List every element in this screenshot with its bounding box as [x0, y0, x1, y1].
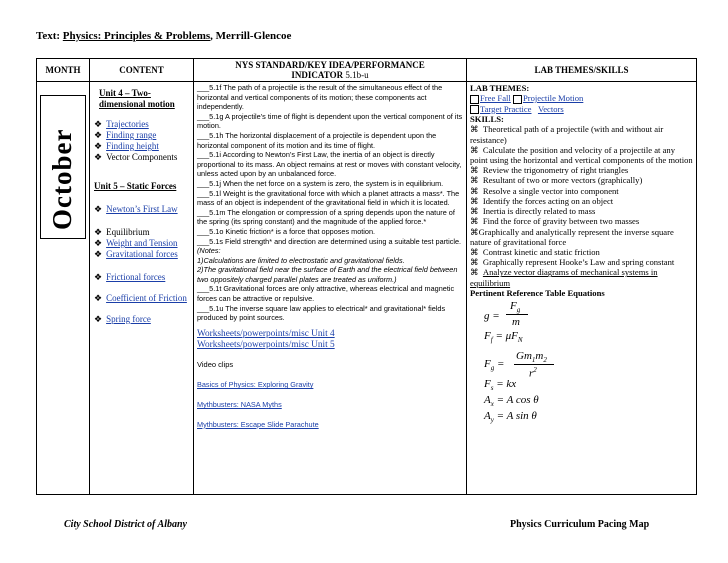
- standard-text: ___5.1s Field strength* and direction are determined using a suitable test particle.: [197, 236, 462, 246]
- unit5-title: Unit 5 – Static Forces: [94, 181, 177, 191]
- standard-header-code: 5.1b-u: [345, 70, 369, 80]
- pacing-table: [36, 58, 697, 495]
- checkbox-icon: [470, 95, 479, 104]
- diamond-icon: ❖: [94, 152, 103, 162]
- diamond-icon: ❖: [94, 314, 103, 324]
- video-link-gravity[interactable]: Basics of Physics: Exploring Gravity: [197, 380, 314, 390]
- command-icon: ⌘: [470, 206, 483, 217]
- command-icon: ⌘: [470, 226, 479, 237]
- command-icon: ⌘: [470, 246, 483, 257]
- list-item: [94, 227, 189, 238]
- standard-item: ___5.1o Kinetic friction* is a force that opposes motion.: [197, 226, 376, 236]
- topic-link-coefficient[interactable]: Coefficient of Friction: [106, 293, 187, 303]
- diamond-icon: ❖: [94, 249, 103, 259]
- list-item: [94, 130, 189, 141]
- topic-link-gravitational[interactable]: Gravitational forces: [106, 249, 178, 259]
- footer-title: Physics Curriculum Pacing Map: [510, 519, 650, 530]
- list-item: [94, 119, 189, 130]
- list-item: [94, 141, 189, 152]
- month-name: October: [47, 128, 77, 230]
- standards-cell: [194, 82, 467, 495]
- textbook-prefix: Text:: [36, 30, 61, 42]
- standard-header: [194, 59, 467, 82]
- skill-item: ⌘ Identify the forces acting on an object: [470, 195, 614, 206]
- month-cell: [37, 82, 90, 495]
- content-header: CONTENT: [90, 59, 194, 82]
- equation-spring: $F_s$ = kx: [484, 377, 517, 393]
- lab-link-projectile[interactable]: Projectile Motion: [522, 93, 584, 104]
- list-item: [94, 293, 189, 304]
- skill-item: ⌘ Graphically represent Hooke’s Law and spring constant: [470, 257, 675, 268]
- video-link-nasa-myths[interactable]: Mythbusters: NASA Myths: [197, 400, 282, 410]
- diamond-icon: ❖: [94, 227, 103, 237]
- lab-link-target[interactable]: Target Practice: [480, 103, 532, 114]
- worksheet-link-unit4[interactable]: Worksheets/powerpoints/misc Unit 4: [197, 328, 335, 339]
- equation-gravity: g = $F_g$ m: [484, 301, 693, 331]
- command-icon: ⌘: [470, 216, 483, 227]
- command-icon: ⌘: [470, 144, 483, 155]
- note-item: 1)Calculations are limited to electrostatic and gravitational fields.: [197, 255, 405, 265]
- skills-label: SKILLS:: [470, 114, 504, 125]
- content-cell: [90, 82, 194, 495]
- list-item: [94, 314, 189, 325]
- checkbox-icon: [513, 95, 522, 104]
- standard-item: ___5.1t Gravitational forces are only attractive, whereas electrical and magnetic forces can be attractive or repulsive.: [197, 284, 455, 304]
- command-icon: ⌘: [470, 165, 483, 176]
- command-icon: ⌘: [470, 257, 483, 268]
- skill-item: ⌘ Resolve a single vector into component: [470, 185, 619, 196]
- worksheet-link-unit5[interactable]: Worksheets/powerpoints/misc Unit 5: [197, 339, 335, 350]
- skill-item: ⌘ Find the force of gravity between two masses: [470, 216, 640, 227]
- standard-item: ___5.1m The elongation or compression of a spring depends upon the nature of the spring (its spring constant) and the magnitude of the applied force.*: [197, 207, 455, 227]
- skill-item: [470, 267, 693, 287]
- list-item: [94, 238, 189, 249]
- equation-universal-gravitation: $F_g$ = $Gm_1m_2$ $r^2$: [484, 351, 693, 379]
- diamond-icon: ❖: [94, 238, 103, 248]
- equation-y-component: $A_y = A$ sin θ: [484, 409, 537, 425]
- equation-friction: $F_f = \mu F_N$: [484, 329, 523, 345]
- standard-item: ___5.1j When the net force on a system is zero, the system is in equilibrium.: [197, 178, 444, 188]
- standard-item: ___5.1g A projectile’s time of flight is dependent upon the vertical component of its motion.: [197, 111, 463, 131]
- video-clips-label: Video clips: [197, 359, 234, 369]
- standard-item: [197, 237, 463, 256]
- checkbox-icon: [470, 105, 479, 114]
- lab-header: LAB THEMES/SKILLS: [467, 59, 697, 82]
- diamond-icon: ❖: [94, 141, 103, 151]
- diamond-icon: ❖: [94, 272, 103, 282]
- textbook-title: Physics: Principles & Problems: [62, 30, 211, 42]
- topic-link-spring[interactable]: Spring force: [106, 314, 151, 324]
- unit4-block: [94, 88, 189, 110]
- video-link-escape-slide[interactable]: Mythbusters: Escape Slide Parachute: [197, 419, 319, 429]
- topic-link-friction[interactable]: Frictional forces: [106, 272, 166, 282]
- command-icon: ⌘: [470, 124, 483, 135]
- note-item: 2)The gravitational field near the surface of Earth and the electrical field between two oppositely charged parallel plates are treated as uniform.): [197, 265, 458, 284]
- lab-link-vectors[interactable]: Vectors: [537, 103, 564, 114]
- lab-cell: [467, 82, 697, 495]
- list-item: [94, 272, 189, 283]
- diamond-icon: ❖: [94, 293, 103, 303]
- list-item: [94, 249, 189, 260]
- list-item: [94, 152, 189, 163]
- skill-item: ⌘ Theoretical path of a projectile (with and without air resistance): [470, 124, 664, 145]
- standard-item: ___5.1u The inverse square law applies to electrical* and gravitational* fields produced by point sources.: [197, 303, 446, 323]
- skill-item: ⌘ Review the trigonometry of right triangles: [470, 165, 629, 176]
- topic-link-range[interactable]: Finding range: [106, 130, 157, 140]
- topic-link-newton[interactable]: Newton’s First Law: [106, 204, 178, 214]
- standard-item: ___5.1f The path of a projectile is the result of the simultaneous effect of the horizontal and vertical components of its motion; these components act independently.: [197, 83, 443, 112]
- lab-themes-label: LAB THEMES:: [470, 83, 530, 93]
- standard-header-line1: NYS STANDARD/KEY IDEA/PERFORMANCE: [235, 60, 425, 70]
- command-icon: ⌘: [470, 267, 483, 278]
- lab-themes-row2: [470, 104, 693, 115]
- command-icon: ⌘: [470, 185, 483, 196]
- skill-link-vector-diagrams[interactable]: Analyze vector diagrams of mechanical systems in equilibrium: [470, 267, 658, 288]
- standard-item: ___5.1h The horizontal displacement of a projectile is dependent upon the horizontal component of its motion and its time of flight.: [197, 130, 437, 150]
- equation-list: [470, 301, 693, 427]
- month-header: MONTH: [37, 59, 90, 82]
- lab-link-free-fall[interactable]: Free Fall: [480, 93, 511, 104]
- skill-item: ⌘ Calculate the position and velocity of a projectile at any point using the horizontal and vertical components of the motion: [470, 144, 693, 166]
- textbook-line: [36, 30, 291, 42]
- standard-header-line2: INDICATOR: [291, 70, 344, 80]
- topic-link-weight[interactable]: Weight and Tension: [106, 238, 178, 248]
- unit4-title: Unit 4 – Two-dimensional motion: [99, 88, 175, 109]
- notes-label: (Notes:: [197, 246, 221, 256]
- diamond-icon: ❖: [94, 130, 103, 140]
- diamond-icon: ❖: [94, 119, 103, 129]
- list-item: [94, 204, 189, 215]
- topic-link-trajectories[interactable]: Trajectories: [106, 119, 149, 129]
- equation-x-component: $A_x = A$ cos θ: [484, 393, 539, 409]
- command-icon: ⌘: [470, 175, 483, 186]
- skill-item: ⌘ Inertia is directly related to mass: [470, 206, 596, 217]
- lab-themes-row1: [470, 93, 693, 104]
- skill-item: ⌘ Resultant of two or more vectors (graphically): [470, 175, 643, 186]
- skill-item: ⌘ Contrast kinetic and static friction: [470, 246, 600, 257]
- command-icon: ⌘: [470, 195, 483, 206]
- ref-table-label: Pertinent Reference Table Equations: [470, 287, 605, 298]
- diamond-icon: ❖: [94, 204, 103, 214]
- skill-item: ⌘Graphically and analytically represent the inverse square nature of gravitational force: [470, 226, 674, 247]
- topic-vector: Vector Components: [106, 152, 178, 162]
- standard-item: ___5.1i According to Newton’s First Law, the inertia of an object is directly proportional to its mass. An object remains at rest or moves with constant velocity, unless acted upon by an unbalanced force.: [197, 150, 462, 179]
- textbook-publisher: , Merrill-Glencoe: [210, 30, 292, 42]
- standard-item: ___5.1l Weight is the gravitational force with which a planet attracts a mass*. The mass of an object is independent of the gravitational field in which it is located.: [197, 188, 460, 208]
- topic-equilibrium: Equilibrium: [106, 227, 150, 237]
- footer-district: City School District of Albany: [64, 519, 187, 530]
- topic-link-height[interactable]: Finding height: [106, 141, 159, 151]
